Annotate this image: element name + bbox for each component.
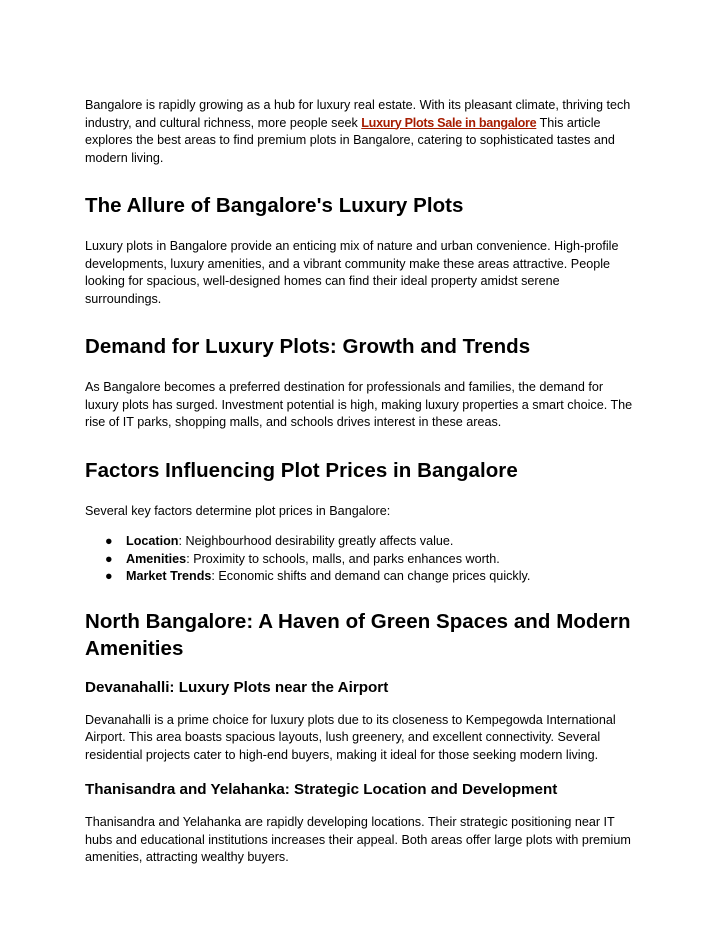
devanahalli-heading: Devanahalli: Luxury Plots near the Airport [85, 678, 389, 696]
factors-intro: Several key factors determine plot prices in Bangalore: [85, 503, 391, 518]
list-item-term: Location [126, 534, 179, 548]
document-page [85, 97, 635, 867]
thanisandra-heading: Thanisandra and Yelahanka: Strategic Location and Development [85, 781, 558, 798]
bullet-icon: ● [105, 551, 113, 566]
devanahalli-paragraph: Devanahalli is a prime choice for luxury plots due to its closeness to Kempegowda International Airport. This area boasts spacious layouts, lush greenery, and excellent connectivity. Several residential projects cater to high-end buyers, making it ideal for those seeking modern living. [85, 712, 616, 762]
list-item-term: Amenities [126, 551, 187, 566]
list-item [85, 568, 635, 586]
factors-heading: Factors Influencing Plot Prices in Bangalore [85, 458, 518, 482]
bullet-icon: ● [105, 569, 113, 583]
factors-list [85, 533, 635, 586]
demand-heading: Demand for Luxury Plots: Growth and Trends [85, 335, 531, 358]
intro-text-after: This article explores the best areas to find premium plots in Bangalore, catering to sophisticated tastes and modern living. [85, 115, 615, 165]
north-bangalore-heading: North Bangalore: A Haven of Green Spaces and Modern Amenities [85, 609, 631, 660]
list-item [85, 533, 635, 551]
list-item [85, 551, 635, 569]
list-item-desc: : Economic shifts and demand can change prices quickly. [211, 569, 531, 583]
intro-text-before: Bangalore is rapidly growing as a hub for luxury real estate. With its pleasant climate, thriving tech industry, and cultural richness, more people seek [85, 98, 631, 130]
allure-heading: The Allure of Bangalore's Luxury Plots [85, 194, 464, 217]
thanisandra-paragraph: Thanisandra and Yelahanka are rapidly developing locations. Their strategic positioning near IT hubs and educational institutions increases their appeal. Both areas offer large plots with premium amenities, attracting wealthy buyers. [85, 815, 631, 864]
list-item-desc: : Proximity to schools, malls, and parks enhances worth. [186, 551, 500, 566]
list-item-term: Market Trends [126, 569, 212, 583]
intro-paragraph [85, 97, 635, 167]
demand-paragraph: As Bangalore becomes a preferred destination for professionals and families, the demand for luxury plots has surged. Investment potential is high, making luxury properties a smart choice. The rise of IT parks, shopping malls, and schools drives interest in these areas. [85, 380, 633, 429]
allure-paragraph: Luxury plots in Bangalore provide an enticing mix of nature and urban convenience. High-profile developments, luxury amenities, and a vibrant community make these areas attractive. People looking for spacious, well-designed homes can find their ideal property amidst serene surroundings. [85, 239, 619, 306]
bullet-icon: ● [105, 534, 113, 548]
luxury-plots-link[interactable]: Luxury Plots Sale in bangalore [361, 115, 537, 130]
list-item-desc: : Neighbourhood desirability greatly affects value. [178, 534, 454, 548]
